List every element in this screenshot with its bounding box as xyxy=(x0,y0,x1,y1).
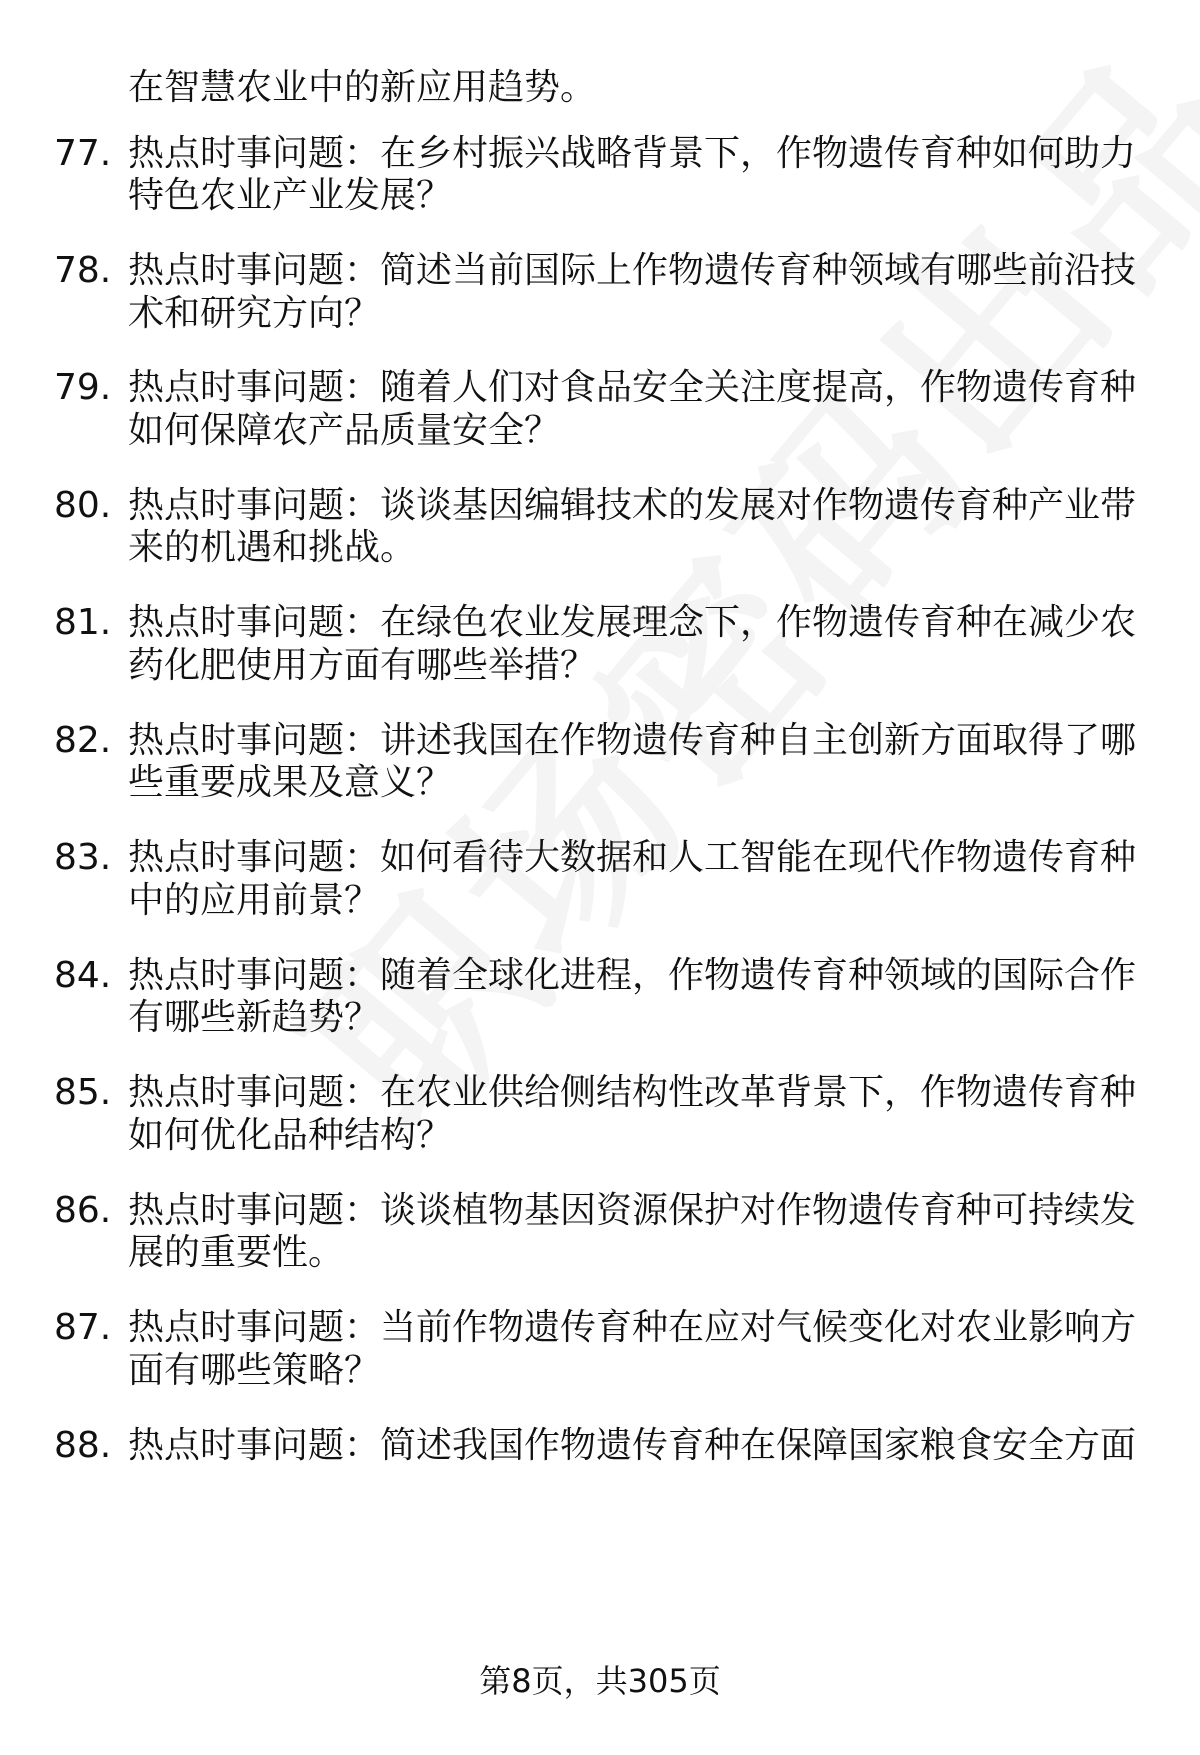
item-number: 85. xyxy=(54,1072,112,1113)
item-text-line2: 些重要成果及意义？ xyxy=(128,762,453,803)
item-text-line1: 热点时事问题：在乡村振兴战略背景下，作物遗传育种如何助力 xyxy=(128,133,1137,174)
item-number: 84. xyxy=(54,955,112,996)
item-text-line1: 热点时事问题：在绿色农业发展理念下，作物遗传育种在减少农 xyxy=(128,602,1137,643)
item-text-line2: 有哪些新趋势？ xyxy=(128,997,381,1038)
item-text-line2: 特色农业产业发展？ xyxy=(128,175,453,216)
item-number: 87. xyxy=(54,1307,112,1348)
item-text-line1: 热点时事问题：简述我国作物遗传育种在保障国家粮食安全方面 xyxy=(128,1425,1137,1466)
item-text-line2: 面有哪些策略？ xyxy=(128,1350,381,1391)
item-text-line1: 热点时事问题：谈谈植物基因资源保护对作物遗传育种可持续发 xyxy=(128,1190,1137,1231)
item-number: 79. xyxy=(54,367,112,408)
item-text-line2: 来的机遇和挑战。 xyxy=(128,527,417,568)
item-text-line1: 热点时事问题：随着人们对食品安全关注度提高，作物遗传育种 xyxy=(128,367,1137,408)
page-footer: 第8页，共305页 xyxy=(479,1662,721,1700)
item-number: 86. xyxy=(54,1190,112,1231)
item-number: 81. xyxy=(54,602,112,643)
item-text-line2: 术和研究方向？ xyxy=(128,293,381,334)
item-number: 88. xyxy=(54,1425,112,1466)
item-text-line1: 热点时事问题：讲述我国在作物遗传育种自主创新方面取得了哪 xyxy=(128,720,1137,761)
item-text-line1: 热点时事问题：当前作物遗传育种在应对气候变化对农业影响方 xyxy=(128,1307,1137,1348)
item-text-line2: 如何保障农产品质量安全？ xyxy=(128,410,561,451)
item-text-line2: 展的重要性。 xyxy=(128,1232,345,1273)
item-text-line2: 如何优化品种结构？ xyxy=(128,1115,453,1156)
item-text-line2: 中的应用前景？ xyxy=(128,880,381,921)
item-text-line1: 热点时事问题：谈谈基因编辑技术的发展对作物遗传育种产业带 xyxy=(128,485,1137,526)
item-number: 78. xyxy=(54,250,112,291)
item-number: 80. xyxy=(54,485,112,526)
item-text-line1: 热点时事问题：简述当前国际上作物遗传育种领域有哪些前沿技 xyxy=(128,250,1137,291)
item-text-line1: 热点时事问题：随着全球化进程，作物遗传育种领域的国际合作 xyxy=(128,955,1137,996)
item-text-line2: 药化肥使用方面有哪些举措？ xyxy=(128,645,597,686)
item-number: 83. xyxy=(54,837,112,878)
item-number: 77. xyxy=(54,133,112,174)
item-text-line1: 热点时事问题：如何看待大数据和人工智能在现代作物遗传育种 xyxy=(128,837,1137,878)
continuation-line: 在智慧农业中的新应用趋势。 xyxy=(128,67,597,108)
item-number: 82. xyxy=(54,720,112,761)
item-text-line1: 热点时事问题：在农业供给侧结构性改革背景下，作物遗传育种 xyxy=(128,1072,1137,1113)
